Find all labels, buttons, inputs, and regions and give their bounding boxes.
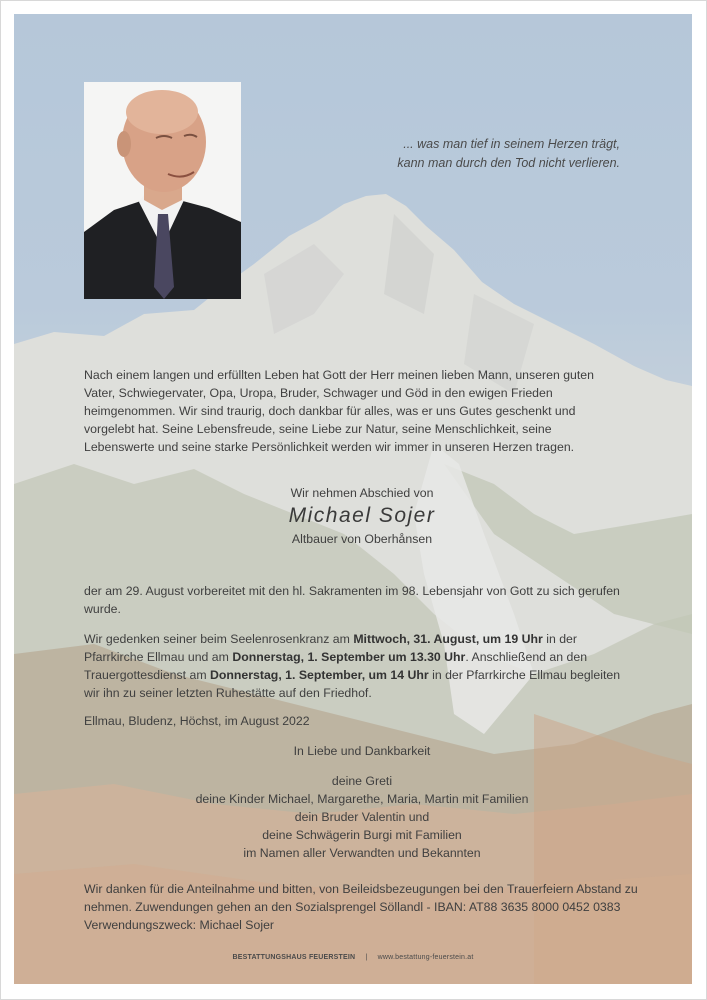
intro-paragraph <box>84 366 624 456</box>
death-notice-text: der am 29. August vorbereitet mit den hl. Sakramenten im 98. Lebensjahr von Gott zu sich gerufen wurde. <box>84 584 620 616</box>
thanks-paragraph <box>84 880 644 934</box>
viewing-date: Donnerstag, 1. September um 13.30 Uhr <box>232 650 466 664</box>
farewell-lead: Wir nehmen Abschied von <box>290 486 434 500</box>
mourner-line: deine Schwägerin Burgi mit Familien <box>262 828 462 842</box>
farewell-section <box>84 484 640 548</box>
portrait-photo <box>84 82 241 299</box>
quote-line-1: ... was man tief in seinem Herzen trägt, <box>403 137 620 151</box>
mourner-line: deine Greti <box>331 774 393 788</box>
mourners-list <box>84 772 640 862</box>
funeral-date: Donnerstag, 1. September, um 14 Uhr <box>210 668 429 682</box>
obituary-card <box>14 14 692 984</box>
place-date-text: Ellmau, Bludenz, Höchst, im August 2022 <box>84 714 310 728</box>
service-details <box>84 630 624 702</box>
funeral-home-name: BESTATTUNGSHAUS FEUERSTEIN <box>232 954 356 961</box>
thanks-line-3: Verwendungszweck: Michael Sojer <box>84 918 275 932</box>
mourner-line: dein Bruder Valentin und <box>294 810 430 824</box>
portrait-image <box>84 82 241 299</box>
service-text-2: in der Pfarrkirche Ellmau und am <box>84 632 577 664</box>
service-text-3: . Anschließend an den Trauergottesdienst am <box>84 650 588 682</box>
rosary-date: Mittwoch, 31. August, um 19 Uhr <box>353 632 543 646</box>
thanks-line-1: Wir danken für die Anteilnahme und bitten, von Beileidsbezeugungen bei den Trauerfeiern Abstand zu <box>84 882 638 896</box>
mourners-lead <box>84 742 640 760</box>
quote-line-2: kann man durch den Tod nicht verlieren. <box>397 156 620 170</box>
thanks-line-2: nehmen. Zuwendungen gehen an den Sozialsprengel Söllandl - IBAN: AT88 3635 8000 0452 0383 <box>84 900 621 914</box>
memorial-quote <box>320 135 620 173</box>
funeral-home-url[interactable]: www.bestattung-feuerstein.at <box>377 954 474 961</box>
mourner-line: im Namen aller Verwandten und Bekannten <box>243 846 481 860</box>
deceased-title: Altbauer von Oberhånsen <box>291 532 433 546</box>
death-notice <box>84 582 624 618</box>
mourner-line: deine Kinder Michael, Margarethe, Maria, Martin mit Familien <box>195 792 529 806</box>
service-text-1: Wir gedenken seiner beim Seelenrosenkranz am <box>84 632 354 646</box>
mourners-lead-text: In Liebe und Dankbarkeit <box>293 744 431 758</box>
funeral-home-footer <box>14 954 692 961</box>
deceased-name: Michael Sojer <box>288 504 436 527</box>
place-date <box>84 712 624 730</box>
footer-separator: | <box>365 954 368 961</box>
service-text-4: in der Pfarrkirche Ellmau begleiten wir ihn zu seiner letzten Ruhestätte auf den Friedhof. <box>84 668 621 700</box>
intro-text: Nach einem langen und erfüllten Leben hat Gott der Herr meinen lieben Mann, unseren guten Vater, Schwiegervater, Opa, Uropa, Bruder, Schwager und Göd in den ewigen Frieden heimgenommen. Wir sind traurig, doch dankbar für alles, was er uns Gutes geschenkt und vorgelebt hat. Seine Lebensfreude, seine Liebe zur Natur, seine Menschlichkeit, seine Lebenswerte und seine starke Persönlichkeit werden wir immer in unseren Herzen tragen. <box>84 368 594 454</box>
